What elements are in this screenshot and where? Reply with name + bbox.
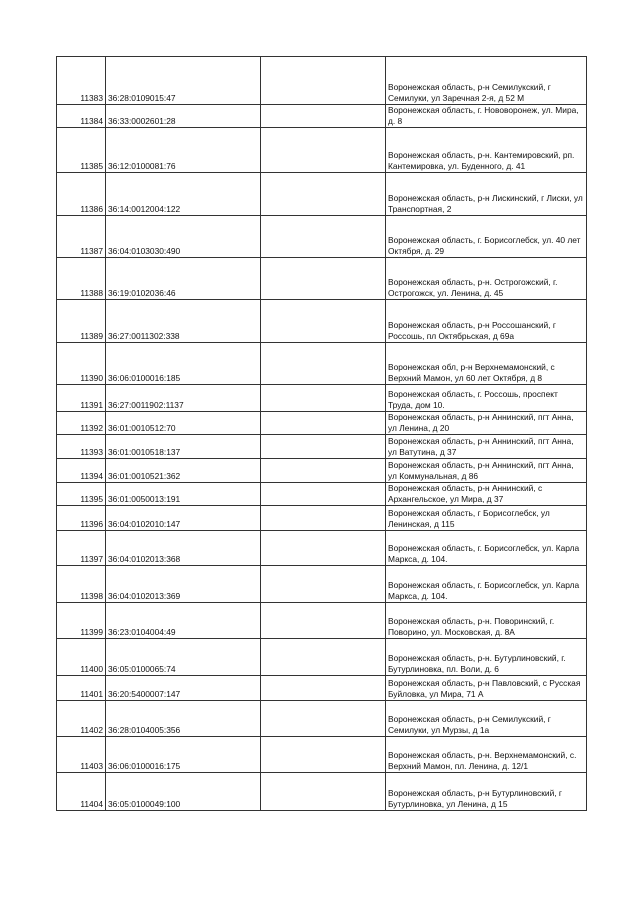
table-row (57, 128, 587, 173)
row-number: 11395 (57, 483, 106, 506)
row-number: 11399 (57, 603, 106, 639)
cadastral-number: 36:12:0100081:76 (106, 128, 261, 173)
property-registry-table (56, 56, 587, 811)
address: Воронежская область, р-н Россошанский, г Россошь, пл Октябрьская, д 69а (386, 300, 587, 343)
address: Воронежская область, р-н. Поворинский, г. Поворино, ул. Московская, д. 8А (386, 603, 587, 639)
table-row (57, 459, 587, 483)
address: Воронежская область, р-н Аннинский, пгт Анна, ул Коммунальная, д 86 (386, 459, 587, 483)
cadastral-number: 36:04:0102010:147 (106, 506, 261, 531)
cadastral-number: 36:04:0102013:368 (106, 531, 261, 566)
table-row (57, 412, 587, 435)
table-row (57, 343, 587, 385)
row-number: 11391 (57, 385, 106, 412)
table-row (57, 676, 587, 701)
address: Воронежская область, г. Нововоронеж, ул. Мира, д. 8 (386, 105, 587, 128)
address: Воронежская область, г. Борисоглебск, ул. Карла Маркса, д. 104. (386, 566, 587, 603)
empty-cell (261, 300, 386, 343)
address: Воронежская область, р-н Семилукский, г Семилуки, ул Мурзы, д 1а (386, 701, 587, 737)
cadastral-number: 36:04:0103030:490 (106, 216, 261, 258)
row-number: 11394 (57, 459, 106, 483)
empty-cell (261, 531, 386, 566)
empty-cell (261, 566, 386, 603)
cadastral-number: 36:01:0010521:362 (106, 459, 261, 483)
address: Воронежская область, р-н Аннинский, пгт Анна, ул Ленина, д 20 (386, 412, 587, 435)
empty-cell (261, 737, 386, 773)
table-row (57, 701, 587, 737)
address: Воронежская область, р-н. Бутурлиновский, г. Бутурлиновка, пл. Воли, д. 6 (386, 639, 587, 676)
row-number: 11393 (57, 435, 106, 459)
empty-cell (261, 385, 386, 412)
cadastral-number: 36:05:0100049:100 (106, 773, 261, 811)
row-number: 11385 (57, 128, 106, 173)
address: Воронежская область, р-н Лискинский, г Лиски, ул Транспортная, 2 (386, 173, 587, 216)
table-row (57, 216, 587, 258)
cadastral-number: 36:23:0104004:49 (106, 603, 261, 639)
table-row (57, 300, 587, 343)
table-body (57, 57, 587, 811)
empty-cell (261, 701, 386, 737)
row-number: 11388 (57, 258, 106, 300)
empty-cell (261, 173, 386, 216)
cadastral-number: 36:04:0102013:369 (106, 566, 261, 603)
cadastral-number: 36:27:0011902:1137 (106, 385, 261, 412)
address: Воронежская область, р-н. Кантемировский, рп. Кантемировка, ул. Буденного, д. 41 (386, 128, 587, 173)
address: Воронежская область, г. Россошь, проспект Труда, дом 10. (386, 385, 587, 412)
cadastral-number: 36:01:0050013:191 (106, 483, 261, 506)
row-number: 11402 (57, 701, 106, 737)
cadastral-number: 36:05:0100065:74 (106, 639, 261, 676)
row-number: 11403 (57, 737, 106, 773)
address: Воронежская область, р-н Бутурлиновский, г Бутурлиновка, ул Ленина, д 15 (386, 773, 587, 811)
row-number: 11389 (57, 300, 106, 343)
address: Воронежская область, р-н. Острогожский, г. Острогожск, ул. Ленина, д. 45 (386, 258, 587, 300)
address: Воронежская область, г Борисоглебск, ул Ленинская, д 115 (386, 506, 587, 531)
table-row (57, 773, 587, 811)
cadastral-number: 36:27:0011302:338 (106, 300, 261, 343)
table-row (57, 506, 587, 531)
table-row (57, 57, 587, 105)
row-number: 11387 (57, 216, 106, 258)
row-number: 11390 (57, 343, 106, 385)
address: Воронежская обл, р-н Верхнемамонский, с Верхний Мамон, ул 60 лет Октября, д 8 (386, 343, 587, 385)
table-row (57, 603, 587, 639)
cadastral-number: 36:01:0010512:70 (106, 412, 261, 435)
address: Воронежская область, р-н Аннинский, с Архангельское, ул Мира, д 37 (386, 483, 587, 506)
address: Воронежская область, р-н Аннинский, пгт Анна, ул Ватутина, д 37 (386, 435, 587, 459)
cadastral-number: 36:19:0102036:46 (106, 258, 261, 300)
row-number: 11400 (57, 639, 106, 676)
empty-cell (261, 435, 386, 459)
empty-cell (261, 459, 386, 483)
address: Воронежская область, р-н Павловский, с Русская Буйловка, ул Мира, 71 А (386, 676, 587, 701)
table-row (57, 737, 587, 773)
row-number: 11397 (57, 531, 106, 566)
table-row (57, 435, 587, 459)
cadastral-number: 36:06:0100016:175 (106, 737, 261, 773)
row-number: 11398 (57, 566, 106, 603)
cadastral-number: 36:28:0104005:356 (106, 701, 261, 737)
cadastral-number: 36:33:0002601:28 (106, 105, 261, 128)
empty-cell (261, 57, 386, 105)
cadastral-number: 36:14:0012004:122 (106, 173, 261, 216)
empty-cell (261, 603, 386, 639)
table-row (57, 531, 587, 566)
table-row (57, 483, 587, 506)
table-row (57, 385, 587, 412)
row-number: 11401 (57, 676, 106, 701)
empty-cell (261, 128, 386, 173)
empty-cell (261, 343, 386, 385)
table-row (57, 639, 587, 676)
empty-cell (261, 773, 386, 811)
cadastral-number: 36:06:0100016:185 (106, 343, 261, 385)
empty-cell (261, 216, 386, 258)
row-number: 11392 (57, 412, 106, 435)
row-number: 11384 (57, 105, 106, 128)
row-number: 11383 (57, 57, 106, 105)
table-row (57, 566, 587, 603)
empty-cell (261, 639, 386, 676)
row-number: 11386 (57, 173, 106, 216)
cadastral-number: 36:01:0010518:137 (106, 435, 261, 459)
address: Воронежская область, р-н. Верхнемамонский, с. Верхний Мамон, пл. Ленина, д. 12/1 (386, 737, 587, 773)
cadastral-number: 36:28:0109015:47 (106, 57, 261, 105)
table-row (57, 105, 587, 128)
row-number: 11404 (57, 773, 106, 811)
empty-cell (261, 506, 386, 531)
empty-cell (261, 676, 386, 701)
empty-cell (261, 105, 386, 128)
address: Воронежская область, р-н Семилукский, г Семилуки, ул Заречная 2-я, д 52 М (386, 57, 587, 105)
table-row (57, 258, 587, 300)
empty-cell (261, 483, 386, 506)
empty-cell (261, 412, 386, 435)
empty-cell (261, 258, 386, 300)
address: Воронежская область, г. Борисоглебск, ул. 40 лет Октября, д. 29 (386, 216, 587, 258)
cadastral-number: 36:20:5400007:147 (106, 676, 261, 701)
table-row (57, 173, 587, 216)
address: Воронежская область, г. Борисоглебск, ул. Карла Маркса, д. 104. (386, 531, 587, 566)
row-number: 11396 (57, 506, 106, 531)
